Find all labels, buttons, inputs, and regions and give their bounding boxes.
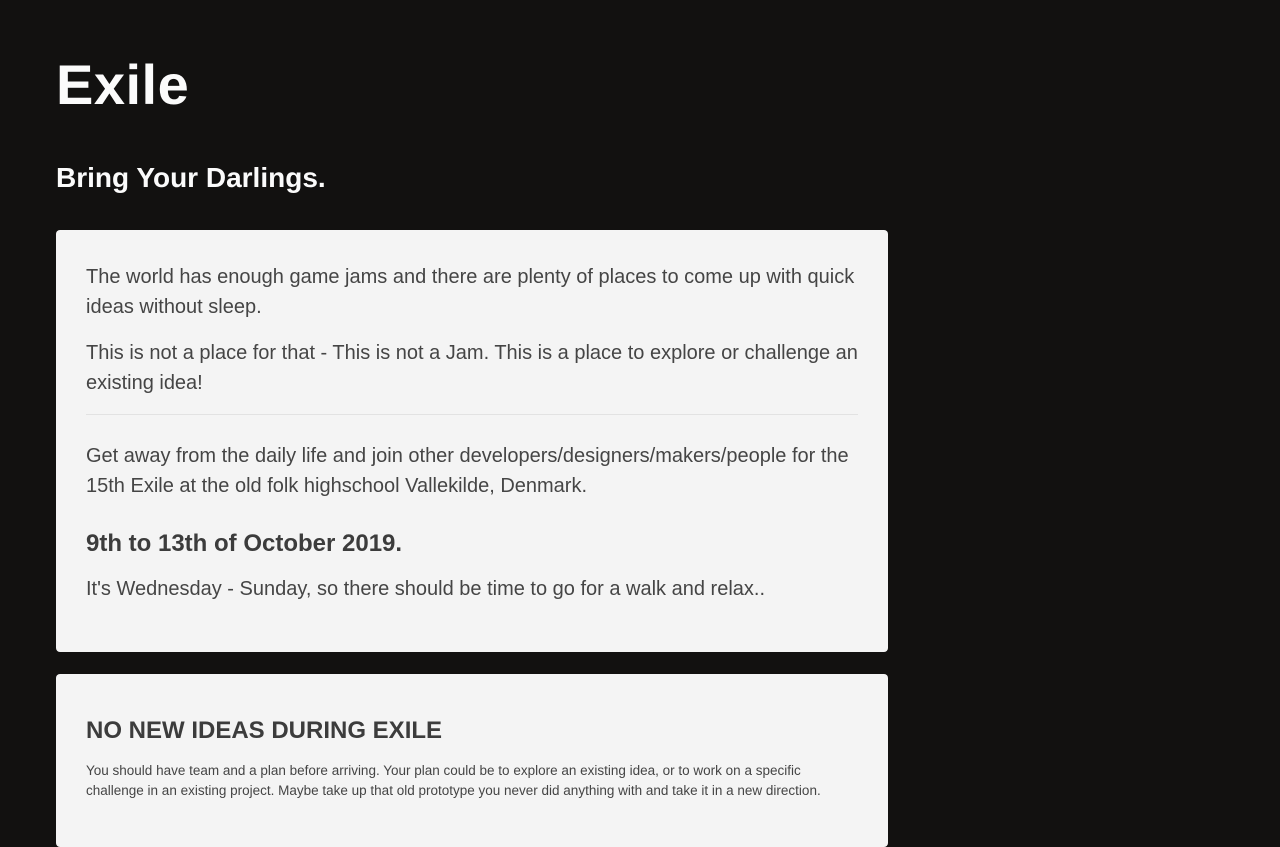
rules-paragraph-plan: You should have team and a plan before arriving. Your plan could be to explore an existing idea, or to work on a specific challenge in an existing project. Maybe take up that old prototype you never did anything with and take it in a new direction. bbox=[86, 763, 821, 798]
page-container bbox=[56, 0, 888, 847]
intro-card bbox=[56, 230, 888, 652]
page-tagline: Bring Your Darlings. bbox=[56, 162, 326, 193]
rules-card bbox=[56, 674, 888, 847]
page-title: Exile bbox=[56, 53, 190, 116]
card-divider bbox=[86, 414, 858, 415]
intro-paragraph-not-a-jam: This is not a place for that - This is not a Jam. This is a place to explore or challenge an existing idea! bbox=[86, 342, 858, 394]
event-dates-heading: 9th to 13th of October 2019. bbox=[86, 530, 403, 557]
no-new-ideas-heading: NO NEW IDEAS DURING EXILE bbox=[86, 717, 443, 744]
intro-paragraph-location: Get away from the daily life and join other developers/designers/makers/people for the 15th Exile at the old folk highschool Vallekilde, Denmark. bbox=[86, 445, 849, 497]
intro-paragraph-schedule: It's Wednesday - Sunday, so there should be time to go for a walk and relax.. bbox=[86, 578, 766, 600]
intro-paragraph-jams: The world has enough game jams and there are plenty of places to come up with quick ideas without sleep. bbox=[86, 266, 855, 318]
